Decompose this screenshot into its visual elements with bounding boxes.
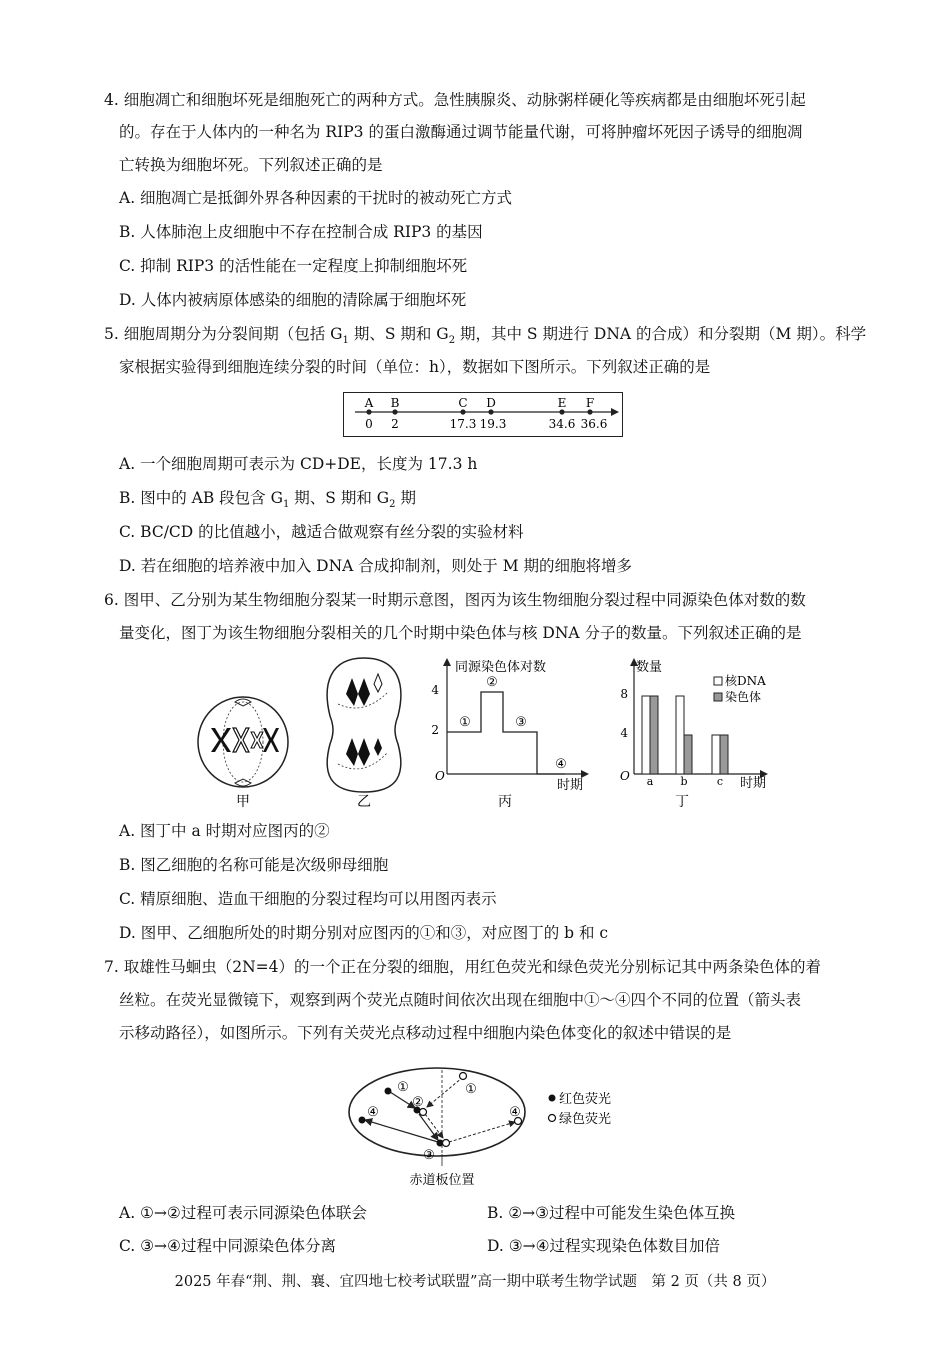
ding-bar-chrom-a: [650, 696, 658, 774]
q4-option-b: B. 人体肺泡上皮细胞中不存在控制合成 RIP3 的基因: [119, 223, 483, 241]
svg-text:F: F: [585, 396, 595, 410]
svg-text:甲: 甲: [236, 794, 250, 810]
svg-text:B: B: [390, 396, 400, 410]
ding-bar-chrom-c: [720, 735, 728, 774]
q5-option-b: B. 图中的 AB 段包含 $G_1$ 期、S 期和 $G_2$ 期: [119, 489, 416, 511]
q6-figure-ding: [614, 652, 774, 812]
bing-ytick-4: 4: [431, 683, 439, 697]
legend-green-dot: [549, 1115, 556, 1122]
bing-xlabel: 时期: [557, 778, 584, 793]
q7-option-c: C. ③→④过程中同源染色体分离: [119, 1237, 336, 1255]
legend-green-label: 绿色荧光: [559, 1112, 612, 1127]
q6-option-d: D. 图甲、乙细胞所处的时期分别对应图丙的①和③，对应图丁的 b 和 c: [119, 924, 609, 942]
red-point-1: [385, 1088, 392, 1095]
svg-text:17.3: 17.3: [449, 417, 477, 431]
q4-stem-line-3: 亡转换为细胞坏死。下列叙述正确的是: [119, 156, 383, 174]
legend-dna-swatch: [714, 677, 722, 685]
q5-stem-line-2: 家根据实验得到细胞连续分裂的时间（单位：h），数据如下图所示。下列叙述正确的是: [119, 358, 711, 376]
q5-timeline-e: [549, 396, 576, 431]
q6-figure-jia: [193, 688, 295, 810]
ding-bar-chrom-b: [684, 735, 692, 774]
ding-bar-dna-a: [642, 696, 650, 774]
svg-text:C: C: [458, 396, 468, 410]
legend-chrom-swatch: [714, 693, 722, 701]
q5-timeline-d: [480, 396, 507, 431]
q6-figure-yi: [318, 654, 410, 810]
q5-option-a: A. 一个细胞周期可表示为 CD+DE，长度为 17.3 h: [119, 455, 478, 473]
q5-timeline-c: [450, 396, 477, 431]
red-mark-1: ①: [397, 1080, 409, 1095]
q5-timeline-figure: [343, 392, 623, 437]
mark-3: ③: [423, 1148, 435, 1163]
q4-option-d: D. 人体内被病原体感染的细胞的清除属于细胞坏死: [119, 291, 467, 309]
q6-figure-bing: [425, 652, 595, 812]
svg-text:乙: 乙: [357, 794, 371, 810]
q7-option-a: A. ①→②过程可表示同源染色体联会: [119, 1204, 367, 1222]
plate-label: 赤道板位置: [409, 1173, 475, 1188]
svg-text:34.6: 34.6: [548, 417, 576, 431]
q7-option-d: D. ③→④过程实现染色体数目加倍: [487, 1237, 721, 1255]
q5-timeline-f: [581, 396, 608, 431]
bing-mark-4: ④: [555, 757, 567, 772]
q6-option-a: A. 图丁中 a 时期对应图丙的②: [119, 822, 330, 840]
ding-ytick-4: 4: [620, 726, 628, 740]
q7-option-b: B. ②→③过程中可能发生染色体互换: [487, 1204, 736, 1222]
bing-mark-1: ①: [459, 715, 471, 730]
svg-text:E: E: [557, 396, 567, 410]
ding-xtick-b: b: [680, 775, 688, 788]
svg-text:36.6: 36.6: [580, 417, 608, 431]
green-point-3: [443, 1140, 450, 1147]
ding-xtick-c: c: [716, 775, 724, 788]
q4-stem-line-1: 4. 细胞凋亡和细胞坏死是细胞死亡的两种方式。急性胰腺炎、动脉粥样硬化等疾病都是由细胞坏死引起: [104, 91, 806, 109]
q5-option-c: C. BC/CD 的比值越小，越适合做观察有丝分裂的实验材料: [119, 523, 524, 541]
q6-option-c: C. 精原细胞、造血干细胞的分裂过程均可以用图丙表示: [119, 890, 497, 908]
q6-option-b: B. 图乙细胞的名称可能是次级卵母细胞: [119, 856, 389, 874]
q6-stem-line-1: 6. 图甲、乙分别为某生物细胞分裂某一时期示意图，图丙为该生物细胞分裂过程中同源染色体对数的数: [104, 591, 806, 609]
q7-stem-line-3: 示移动路径），如图所示。下列有关荧光点移动过程中细胞内染色体变化的叙述中错误的是: [119, 1024, 732, 1042]
mark-2: ②: [412, 1095, 424, 1110]
green-mark-4: ④: [509, 1105, 521, 1120]
svg-text:19.3: 19.3: [479, 417, 507, 431]
ding-ylabel: 数量: [636, 660, 663, 675]
svg-text:0: 0: [365, 417, 373, 431]
svg-text:A: A: [364, 396, 374, 410]
red-point-4: [359, 1117, 366, 1124]
q5-option-d: D. 若在细胞的培养液中加入 DNA 合成抑制剂，则处于 M 期的细胞将增多: [119, 557, 632, 575]
legend-red-label: 红色荧光: [559, 1092, 612, 1107]
q7-stem-line-1: 7. 取雄性马蛔虫（2N=4）的一个正在分裂的细胞，用红色荧光和绿色荧光分别标记其中两条染色体的着: [104, 958, 821, 976]
ding-xlabel: 时期: [740, 776, 767, 791]
legend-dna-label: 核DNA: [725, 674, 766, 688]
ding-bar-dna-c: [712, 735, 720, 774]
q7-stem-line-2: 丝粒。在荧光显微镜下，观察到两个荧光点随时间依次出现在细胞中①～④四个不同的位置（箭头表: [119, 991, 802, 1009]
q5-timeline-b: [391, 396, 400, 431]
bing-step-line: [447, 692, 565, 774]
ding-caption: 丁: [675, 794, 689, 810]
bing-mark-3: ③: [515, 715, 527, 730]
q5-stem-line-1: 5. 细胞周期分为分裂间期（包括 $G_1$ 期、S 期和 $G_2$ 期，其中 S 期进行 DNA 的合成）和分裂期（M 期）。科学: [104, 325, 867, 347]
q4-option-c: C. 抑制 RIP3 的活性能在一定程度上抑制细胞坏死: [119, 257, 468, 275]
ding-origin: O: [620, 769, 630, 783]
svg-text:D: D: [486, 396, 496, 410]
ding-xtick-a: a: [646, 775, 654, 788]
q4-stem-line-2: 的。存在于人体内的一种名为 RIP3 的蛋白激酶通过调节能量代谢，可将肿瘤坏死因子诱导的细胞凋: [119, 123, 803, 141]
green-mark-1: ①: [465, 1082, 477, 1097]
bing-origin: O: [435, 769, 445, 783]
legend-chrom-label: 染色体: [725, 690, 762, 704]
q7-cell-figure: [345, 1062, 635, 1192]
page-footer: 2025 年春“荆、荆、襄、宜四地七校考试联盟”高一期中联考生物学试题 第 2 页（共 8 页）: [174, 1274, 776, 1290]
bing-caption: 丙: [498, 794, 512, 810]
ding-bar-dna-b: [676, 696, 684, 774]
red-mark-4: ④: [367, 1105, 379, 1120]
bing-ylabel: 同源染色体对数: [455, 660, 547, 675]
svg-text:2: 2: [391, 417, 399, 431]
bing-mark-2: ②: [486, 675, 498, 690]
green-point-1: [460, 1073, 467, 1080]
q6-stem-line-2: 量变化，图丁为该生物细胞分裂相关的几个时期中染色体与核 DNA 分子的数量。下列叙述正确的是: [119, 624, 802, 642]
q5-timeline-a: [364, 396, 374, 431]
q4-option-a: A. 细胞凋亡是抵御外界各种因素的干扰时的被动死亡方式: [119, 189, 513, 207]
bing-ytick-2: 2: [431, 723, 439, 737]
legend-red-dot: [549, 1095, 556, 1102]
ding-ytick-8: 8: [620, 687, 628, 701]
